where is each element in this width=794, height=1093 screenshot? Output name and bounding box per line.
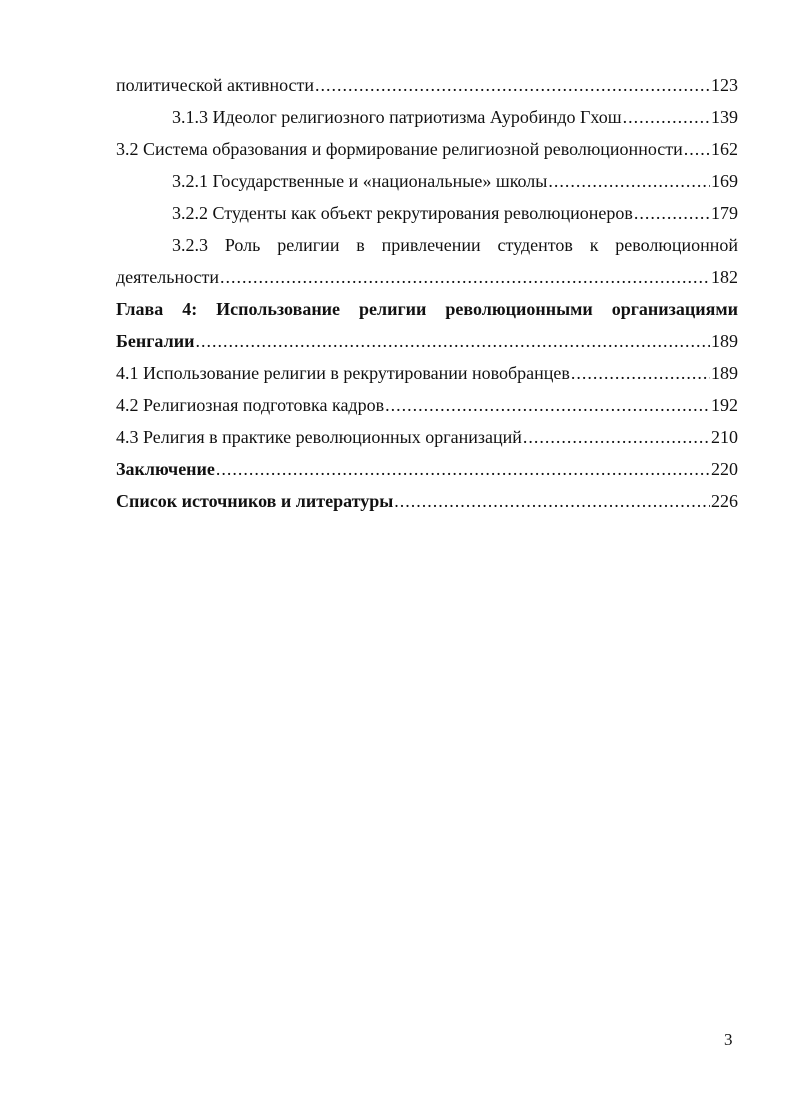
toc-entry-title: 4.2 Религиозная подготовка кадров	[116, 395, 385, 415]
toc-leader-dots	[523, 424, 710, 450]
toc-entry-continued	[172, 232, 738, 258]
toc-entry-title: Глава 4: Использование религии революционными организациями	[116, 299, 738, 319]
toc-leader-dots	[315, 72, 710, 98]
toc-entry	[116, 392, 738, 418]
toc-leader-dots	[385, 392, 710, 418]
toc-entry	[116, 424, 738, 450]
toc-entry	[172, 200, 738, 226]
toc-entry	[116, 328, 738, 354]
toc-entry	[116, 488, 738, 514]
toc-entry-page: 139	[711, 107, 738, 127]
toc-entry-page: 169	[711, 171, 738, 191]
toc-entry-page: 189	[711, 331, 738, 351]
toc-leader-dots	[195, 328, 710, 354]
toc-leader-dots	[216, 456, 710, 482]
toc-entry-title: 4.3 Религия в практике революционных организаций	[116, 427, 522, 447]
toc-entry-title: Заключение	[116, 459, 215, 479]
toc-entry-title: 3.2 Система образования и формирование религиозной революционности	[116, 139, 683, 159]
toc-leader-dots	[220, 264, 710, 290]
toc-entry-title: 3.1.3 Идеолог религиозного патриотизма Ауробиндо Гхош	[172, 107, 622, 127]
toc-entry	[116, 136, 738, 162]
toc-entry-page: 179	[711, 203, 738, 223]
toc-entry-title: Список источников и литературы	[116, 491, 394, 511]
toc-entry-title: 4.1 Использование религии в рекрутировании новобранцев	[116, 363, 570, 383]
toc-leader-dots	[394, 488, 710, 514]
toc-entry-page: 182	[711, 267, 738, 287]
toc-entry-page: 192	[711, 395, 738, 415]
toc-entry-page: 123	[711, 75, 738, 95]
toc-leader-dots	[548, 168, 710, 194]
toc-entry-page: 189	[711, 363, 738, 383]
toc-entry	[172, 168, 738, 194]
toc-entry-page: 162	[711, 139, 738, 159]
toc-leader-dots	[571, 360, 710, 386]
toc-leader-dots	[684, 136, 710, 162]
toc-entry-page: 220	[711, 459, 738, 479]
toc-chapter-heading	[116, 296, 738, 322]
toc-entry-page: 210	[711, 427, 738, 447]
toc-entry-page: 226	[711, 491, 738, 511]
toc-entry-title: политической активности	[116, 75, 315, 95]
toc-entry	[116, 264, 738, 290]
toc-entry-title: Бенгалии	[116, 331, 195, 351]
toc-leader-dots	[634, 200, 710, 226]
page-number: 3	[724, 1030, 733, 1049]
toc-entry	[116, 72, 738, 98]
toc-entry-title: 3.2.1 Государственные и «национальные» школы	[172, 171, 548, 191]
toc-entry	[116, 456, 738, 482]
toc-entry-title: 3.2.2 Студенты как объект рекрутирования революционеров	[172, 203, 633, 223]
toc-entry-title: деятельности	[116, 267, 220, 287]
toc-entry	[172, 104, 738, 130]
toc-entry-title: 3.2.3 Роль религии в привлечении студентов к революционной	[172, 235, 738, 255]
toc-leader-dots	[623, 104, 710, 130]
toc-entry	[116, 360, 738, 386]
